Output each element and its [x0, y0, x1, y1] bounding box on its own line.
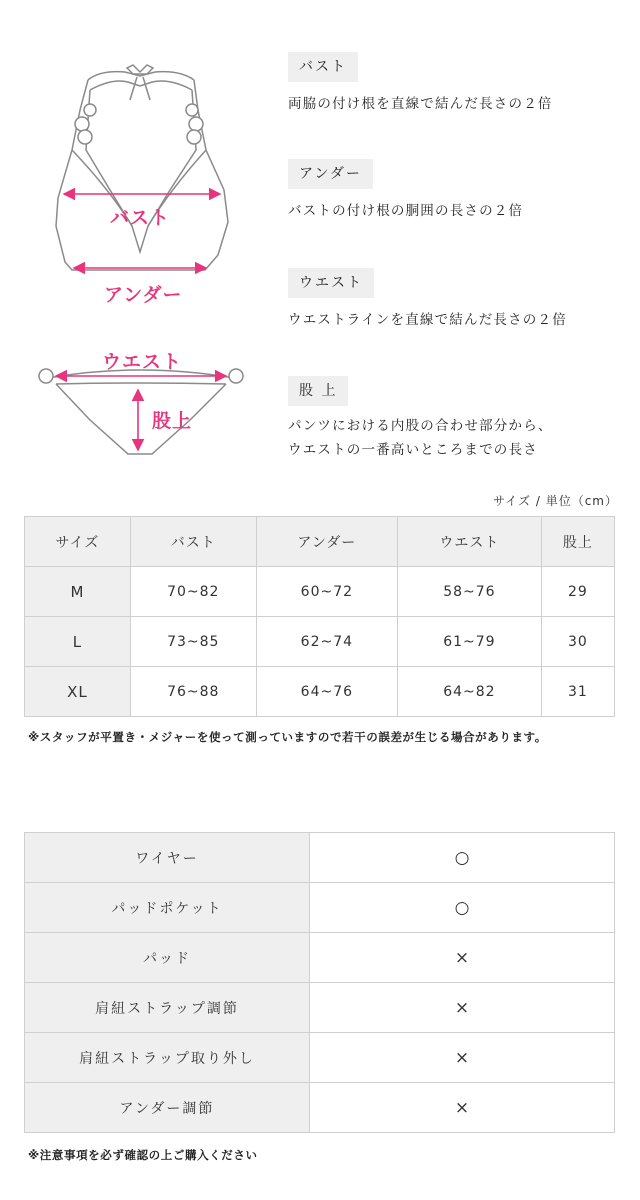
under-label: アンダー — [104, 284, 183, 306]
feature-value: ○ — [310, 883, 615, 933]
table-cell: 62~74 — [256, 617, 397, 667]
table-cell: 61~79 — [397, 617, 541, 667]
table-cell: 58~76 — [397, 567, 541, 617]
table-cell: 73~85 — [130, 617, 256, 667]
definition-label: バスト — [288, 52, 358, 82]
definition-text: 両脇の付け根を直線で結んだ長さの２倍 — [288, 96, 553, 112]
feature-name: 肩紐ストラップ調節 — [25, 983, 310, 1033]
size-cell: M — [25, 567, 131, 617]
table-cell: 76~88 — [130, 667, 256, 717]
feature-value: × — [310, 1083, 615, 1133]
table-row — [25, 667, 615, 717]
header-cell: サイズ — [25, 517, 131, 567]
table-row — [25, 833, 615, 883]
table-header-row — [25, 517, 615, 567]
definition-label: アンダー — [288, 159, 373, 189]
definition-label: ウエスト — [288, 268, 374, 298]
table-cell: 70~82 — [130, 567, 256, 617]
measurement-diagram — [0, 0, 270, 480]
caution-note: ※注意事項を必ず確認の上ご購入ください — [28, 1148, 258, 1162]
feature-value: × — [310, 983, 615, 1033]
definition-rise — [288, 376, 553, 462]
size-cell: L — [25, 617, 131, 667]
bikini-illustration — [0, 0, 270, 480]
table-row — [25, 567, 615, 617]
table-row — [25, 1033, 615, 1083]
table-row — [25, 883, 615, 933]
definition-text: ウエストラインを直線で結んだ長さの２倍 — [288, 312, 567, 328]
bust-label: バスト — [110, 207, 171, 229]
feature-table — [24, 832, 615, 1133]
table-cell: 60~72 — [256, 567, 397, 617]
definition-label: 股 上 — [288, 376, 348, 406]
halter-strap — [88, 65, 194, 100]
size-table — [24, 516, 615, 717]
rise-label: 股上 — [152, 410, 193, 432]
feature-name: ワイヤー — [25, 833, 310, 883]
table-cell: 31 — [541, 667, 614, 717]
definition-bust — [288, 52, 553, 116]
table-cell: 64~82 — [397, 667, 541, 717]
header-cell: ウエスト — [397, 517, 541, 567]
definition-waist — [288, 268, 567, 332]
table-row — [25, 983, 615, 1033]
feature-value: × — [310, 1033, 615, 1083]
side-rings — [75, 104, 203, 144]
table-cell: 29 — [541, 567, 614, 617]
table-row — [25, 617, 615, 667]
table-cell: 30 — [541, 617, 614, 667]
size-cell: XL — [25, 667, 131, 717]
header-cell: バスト — [130, 517, 256, 567]
table-row — [25, 933, 615, 983]
table-cell: 64~76 — [256, 667, 397, 717]
definition-text-line2: ウエストの一番高いところまでの長さ — [288, 442, 538, 458]
definition-under — [288, 159, 523, 223]
header-cell: 股上 — [541, 517, 614, 567]
feature-name: 肩紐ストラップ取り外し — [25, 1033, 310, 1083]
bikini-top — [56, 80, 228, 270]
feature-name: パッド — [25, 933, 310, 983]
unit-note: サイズ / 単位（cm） — [493, 494, 618, 508]
bikini-bottom — [48, 370, 234, 454]
feature-value: × — [310, 933, 615, 983]
feature-name: アンダー調節 — [25, 1083, 310, 1133]
waist-label: ウエスト — [102, 351, 183, 373]
definition-text: バストの付け根の胴囲の長さの２倍 — [288, 203, 524, 219]
header-cell: アンダー — [256, 517, 397, 567]
feature-name: パッドポケット — [25, 883, 310, 933]
feature-value: ○ — [310, 833, 615, 883]
measurement-note: ※スタッフが平置き・メジャーを使って測っていますので若干の誤差が生じる場合があります。 — [28, 730, 547, 744]
definition-text: パンツにおける内股の合わせ部分から、 — [288, 418, 553, 434]
table-row — [25, 1083, 615, 1133]
